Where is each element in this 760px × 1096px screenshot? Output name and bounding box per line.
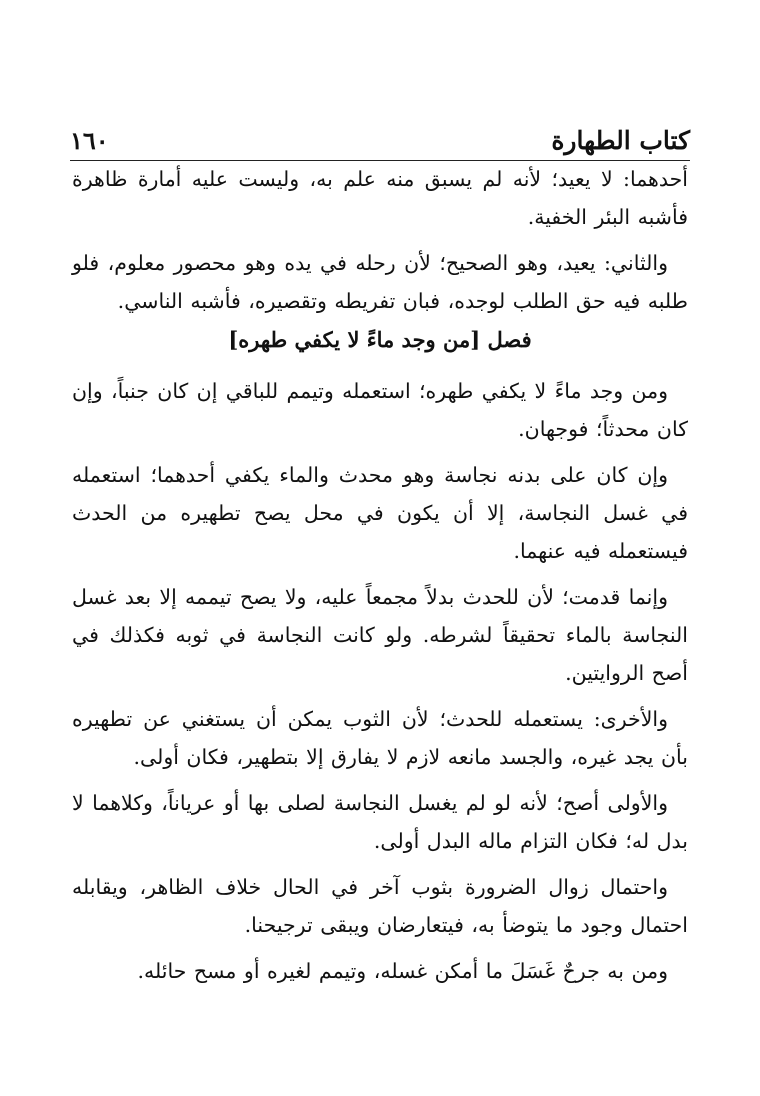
paragraph: وإنما قدمت؛ لأن للحدث بدلاً مجمعاً عليه، ولا يصح تيممه إلا بعد غسل النجاسة بالماء تحقيقاً لشرطه. ولو كانت النجاسة في ثوبه فكذلك في أصح الروايتين. bbox=[72, 585, 688, 685]
paragraph: والثاني: يعيد، وهو الصحيح؛ لأن رحله في يده وهو محصور معلوم، فلو طلبه فيه حق الطلب لوجده، فبان تفريطه وتقصيره، فأشبه الناسي. bbox=[72, 251, 688, 313]
page-body bbox=[72, 160, 688, 998]
paragraph: ومن به جرحٌ غَسَلَ ما أمكن غسله، وتيمم لغيره أو مسح حائله. bbox=[137, 959, 668, 983]
paragraph: واحتمال زوال الضرورة بثوب آخر في الحال خلاف الظاهر، ويقابله احتمال وجود ما يتوضأ به، فيتعارضان ويبقى ترجيحنا. bbox=[72, 875, 688, 937]
paragraph: والأخرى: يستعمله للحدث؛ لأن الثوب يمكن أن يستغني عن تطهيره بأن يجد غيره، والجسد مانعه لازم لا يفارق إلا بتطهير، فكان أولى. bbox=[72, 707, 688, 769]
page-header bbox=[70, 120, 690, 161]
paragraph: والأولى أصح؛ لأنه لو لم يغسل النجاسة لصلى بها أو عرياناً، وكلاهما لا بدل له؛ فكان التزام ماله البدل أولى. bbox=[72, 791, 688, 853]
paragraph: أحدهما: لا يعيد؛ لأنه لم يسبق منه علم به، وليست عليه أمارة ظاهرة فأشبه البئر الخفية. bbox=[72, 167, 688, 229]
running-title: كتاب الطهارة bbox=[551, 125, 690, 155]
section-heading: فصل [من وجد ماءً لا يكفي طهره] bbox=[228, 327, 532, 352]
page-number: ١٦٠ bbox=[70, 125, 109, 155]
paragraph: وإن كان على بدنه نجاسة وهو محدث والماء يكفي أحدهما؛ استعمله في غسل النجاسة، إلا أن يكون في محل يصح تطهيره من الحدث فيستعمله فيه عنهما. bbox=[72, 463, 688, 563]
paragraph: ومن وجد ماءً لا يكفي طهره؛ استعمله وتيمم للباقي إن كان جنباً، وإن كان محدثاً؛ فوجهان. bbox=[72, 379, 688, 441]
